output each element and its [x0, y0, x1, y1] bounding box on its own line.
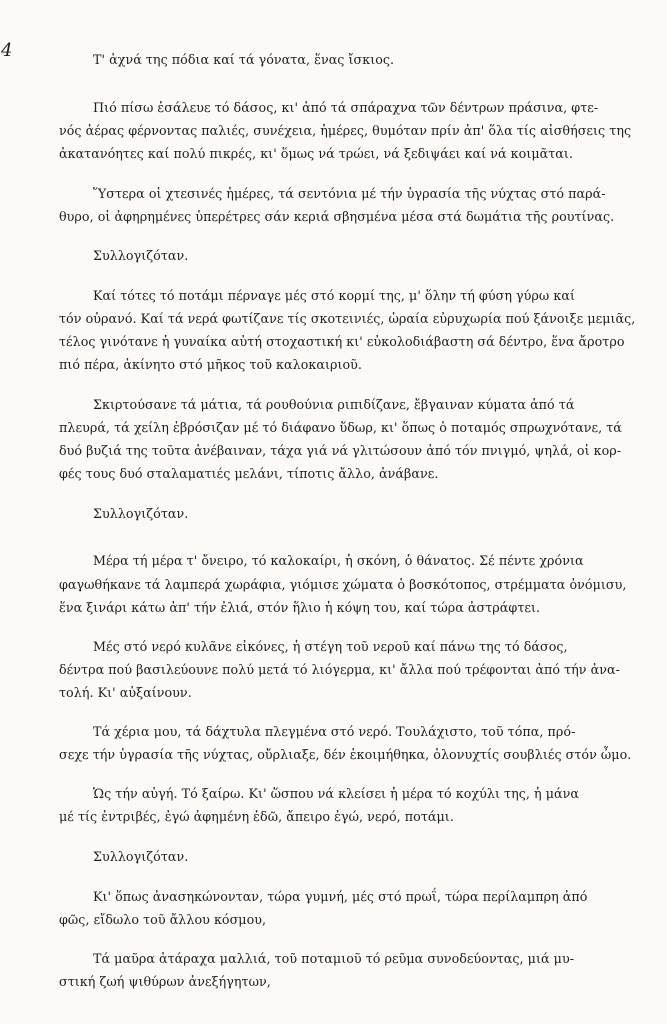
text-line: φές τους δυό σταλαματιές μελάνι, τίποτις ἄλλο, ἀνάβανε. [59, 466, 439, 481]
text-line: φαγωθήκανε τά λαμπερά χωράφια, γιόμισε χώματα ὁ βοσκότοπος, στρέμματα ὀνόμισυ, [59, 577, 627, 592]
text-line: τέλος γινότανε ἡ γυναίκα αὐτή στοχαστική κι' εὐκολοδιάβαστη σά δέντρο, ἕνα ἄροτρο [59, 334, 625, 349]
text-line: ἀκατανόητες καί πολύ πικρές, κι' ὅμως νά τρώει, νά ξεδιψάει καί νά κοιμᾶται. [59, 146, 573, 161]
text-line: Μέρα τή μέρα τ' ὄνειρο, τό καλοκαίρι, ἡ σκόνη, ὁ θάνατος. Σέ πέντε χρόνια [93, 553, 584, 568]
text-line: στική ζωή ψιθύρων ἀνεξήγητων, [59, 974, 271, 989]
text-line: Καί τότες τό ποτάμι πέρναγε μές στό κορμί της, μ' ὅλην τή φύση γύρω καί [93, 288, 575, 303]
text-line: μέ τίς ἐντριβές, ἐγώ ἀφημένη ἐδῶ, ἄπειρο ἐγώ, νερό, ποτάμι. [59, 809, 454, 824]
text-line: Τά χέρια μου, τά δάχτυλα πλεγμένα στό νερό. Τουλάχιστο, τοῦ τόπα, πρό- [93, 724, 576, 739]
text-line: θυρο, οἱ ἀφηρημένες ὑπερέτρες σάν κεριά σβησμένα μέσα στά δωμάτια τῆς ρουτίνας. [59, 209, 615, 224]
text-line: ἕνα ξινάρι κάτω ἀπ' τήν ἐλιά, στόν ἥλιο ἡ κόψη του, καί τώρα ἀστράφτει. [59, 600, 541, 615]
text-line: πλευρά, τά χείλη ἐβρόσιζαν μέ τό διάφανο ὕδωρ, κι' ὅπως ὁ ποταμός σπρωχνότανε, τά [59, 420, 622, 435]
text-line: Τά μαῦρα ἀτάραχα μαλλιά, τοῦ ποταμιοῦ τό ρεῦμα συνοδεύοντας, μιά μυ- [93, 951, 575, 966]
text-line: Ὡς τήν αὐγή. Τό ξαίρω. Κι' ὥσπου νά κλείσει ἡ μέρα τό κοχύλι της, ἡ μάνα [93, 786, 580, 801]
text-line: πιό πέρα, ἀκίνητο στό μῆκος τοῦ καλοκαιριοῦ. [59, 357, 363, 372]
page-number: 4 [1, 40, 13, 61]
text-line: τόν οὐρανό. Καί τά νερά φωτίζανε τίς σκοτεινιές, ὡραία εὐρυχωρία πού ξάνοιξε μεμιᾶς, [59, 311, 636, 326]
text-line: Ὕστερα οἱ χτεσινές ἡμέρες, τά σεντόνια μέ τήν ὑγρασία τῆς νύχτας στό παρά- [93, 186, 606, 201]
text-line: Τ' ἀχνά της πόδια καί τά γόνατα, ἕνας ἴσκιος. [93, 52, 395, 67]
text-line: Συλλογιζόταν. [93, 506, 189, 521]
text-line: σεχε τήν ὑγρασία τῆς νύχτας, οὔρλιαξε, δέν ἐκοιμήθηκα, ὁλονυχτίς σουβλιές στόν ὦμο. [59, 747, 632, 762]
text-line: φῶς, εἴδωλο τοῦ ἄλλου κόσμου, [59, 912, 267, 927]
text-line: Σκιρτούσανε τά μάτια, τά ρουθούνια ριπιδίζανε, ἔβγαιναν κύματα ἀπό τά [93, 397, 575, 412]
text-line: τολή. Κι' αὐξαίνουν. [59, 685, 192, 700]
text-line: Μές στό νερό κυλᾶνε εἰκόνες, ἡ στέγη τοῦ νεροῦ καί πάνω της τό δάσος, [93, 639, 568, 654]
text-line: Πιό πίσω ἐσάλευε τό δάσος, κι' ἀπό τά σπάραχνα τῶν δέντρων πράσινα, φτε- [93, 100, 599, 115]
text-line: Κι' ὅπως ἀνασηκώνονταν, τώρα γυμνή, μές στό πρωΐ, τώρα περίλαμπρη ἀπό [93, 889, 588, 904]
text-line: νός ἀέρας φέρνοντας παλιές, συνέχεια, ἡμέρες, θυμόταν πρίν ἀπ' ὅλα τίς αἰσθήσεις της [59, 123, 632, 138]
text-line: Συλλογιζόταν. [93, 849, 189, 864]
text-line: δυό βυζιά της τοῦτα ἀνέβαιναν, τάχα γιά νά γλιτώσουν ἀπό τόν πνιγμό, ψηλά, οἱ κορ- [59, 443, 622, 458]
text-line: Συλλογιζόταν. [93, 248, 189, 263]
text-line: δέντρα πού βασιλεύουνε πολύ μετά τό λιόγερμα, κι' ἄλλα πού τρέφονται ἀπό τήν ἀνα- [59, 662, 620, 677]
